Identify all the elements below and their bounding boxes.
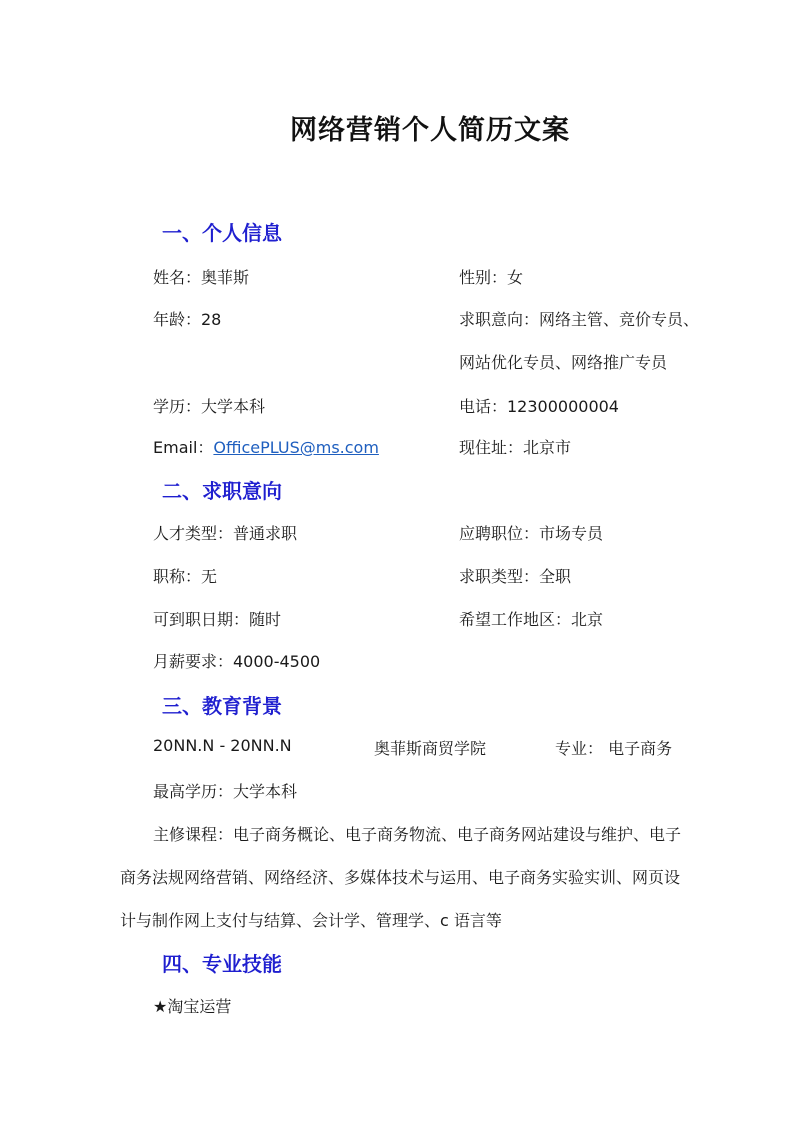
job-type-field: 求职类型：全职 xyxy=(459,567,572,586)
section-heading-personal: 一、个人信息 xyxy=(162,221,282,245)
job-title-field: 职称：无 xyxy=(153,567,218,586)
email-field xyxy=(153,435,379,458)
address-field: 现住址：北京市 xyxy=(459,438,572,457)
courses-line-3: 计与制作网上支付与结算、会计学、管理学、c 语言等 xyxy=(120,911,502,930)
page-title: 网络营销个人简历文案 xyxy=(290,115,570,146)
section-heading-education: 三、教育背景 xyxy=(162,694,282,718)
objective-field-line2: 网站优化专员、网络推广专员 xyxy=(459,353,668,372)
email-label: Email： xyxy=(153,438,214,457)
education-major: 专业： 电子商务 xyxy=(555,739,673,758)
courses-line-2: 商务法规网络营销、网络经济、多媒体技术与运用、电子商务实验实训、网页设 xyxy=(120,868,681,887)
degree-field: 学历：大学本科 xyxy=(153,397,266,416)
region-field: 希望工作地区：北京 xyxy=(459,610,604,629)
section-heading-intention: 二、求职意向 xyxy=(162,479,282,503)
education-school: 奥菲斯商贸学院 xyxy=(374,739,487,758)
section-heading-skills: 四、专业技能 xyxy=(162,952,282,976)
email-link[interactable]: OfficePLUS@ms.com xyxy=(213,438,379,457)
courses-line-1: 主修课程：电子商务概论、电子商务物流、电子商务网站建设与维护、电子 xyxy=(153,825,682,844)
age-field: 年龄：28 xyxy=(153,310,222,329)
objective-field-line1: 求职意向：网络主管、竞价专员、 xyxy=(459,310,700,329)
name-field: 姓名：奥菲斯 xyxy=(153,268,250,287)
gender-field: 性别：女 xyxy=(459,268,524,287)
available-date-field: 可到职日期：随时 xyxy=(153,610,282,629)
phone-field: 电话：12300000004 xyxy=(459,397,619,416)
education-period: 20NN.N - 20NN.N xyxy=(153,736,292,755)
talent-type-field: 人才类型：普通求职 xyxy=(153,524,298,543)
salary-field: 月薪要求：4000-4500 xyxy=(153,652,321,671)
skill-item: ★淘宝运营 xyxy=(153,997,232,1016)
position-field: 应聘职位：市场专员 xyxy=(459,524,604,543)
highest-degree-field: 最高学历：大学本科 xyxy=(153,782,298,801)
